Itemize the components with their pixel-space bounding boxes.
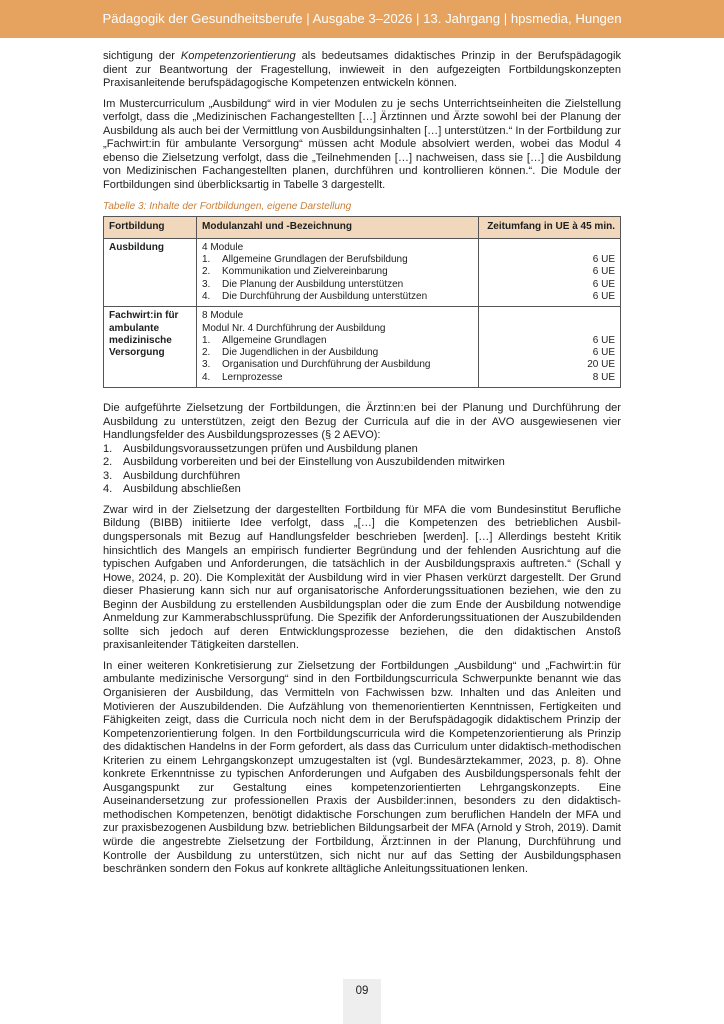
module-item: 1. Allgemeine Grundlagen der Berufsbildung [202, 254, 408, 266]
cell-modules [197, 307, 479, 388]
paragraph-2: Im Mustercurriculum „Ausbildung“ wird in vier Modulen zu je sechs Unterrichtseinheiten die Zielstellung verfolgt, dass die „Medizinischen Fachangestellten […] Ärztinnen und Ärzte sowohl bei der Planung der Ausbildung als auch bei der Vermittlung von Ausbildungsinhalten […] unterstützen.“ In der Fortbildung zur „Fachwirt:in für ambulante Versorgung“ müssen acht Module absolviert werden, wobei das Modul 4 ebenso die Zielsetzung verfolgt, dass die „Teilnehmenden […] nachweisen, dass sie […] die Ausbildung von Medizinischen Fachangestellten planen, durchführen und kontrollieren können.“. Die Module der Fortbildungen sind überblicksartig in Tabelle 3 dargestellt. [103, 97, 621, 191]
list-item: 3. Ausbildung durchführen [103, 469, 241, 482]
cell-fortbildung-name: Ausbildung [104, 238, 197, 306]
cell-fortbildung-name: Fachwirt:in für ambulante medizinische Versorgung [104, 307, 197, 388]
ue-value: 6 UE [592, 347, 615, 359]
running-header: Pädagogik der Gesundheitsberufe | Ausgabe 3–2026 | 13. Jahrgang | hpsmedia, Hungen [0, 0, 724, 38]
ue-value: 8 UE [592, 371, 615, 383]
list-item: 1. Ausbildungsvoraussetzungen prüfen und Ausbildung planen [103, 442, 418, 455]
module-item: 1. Allgemeine Grundlagen [202, 334, 327, 346]
ue-value: 6 UE [592, 290, 615, 302]
header-module: Modulanzahl und -Bezeichnung [197, 217, 479, 238]
list-item: 4. Ausbildung abschließen [103, 483, 241, 496]
header-fortbildung: Fortbildung [104, 217, 197, 238]
header-zeitumfang: Zeitumfang in UE à 45 min. [479, 217, 621, 238]
cell-zeitumfang [479, 307, 621, 388]
ue-value: 6 UE [592, 254, 615, 266]
module-item: 3. Die Planung der Ausbildung unterstützen [202, 278, 404, 290]
page-number: 09 [343, 979, 381, 1024]
ue-value: 6 UE [592, 266, 615, 278]
paragraph-3: Die aufgeführte Zielsetzung der Fortbildungen, die Ärztinn:en bei der Planung und Durchführung der Ausbildung zu unterstützen, zeigt den Bezug der Curricula auf die in der AVO ausgewiesenen vier Handlungsfelder des Ausbildungsprozesses (§ 2 AEVO): [103, 402, 621, 442]
module-subtitle: Modul Nr. 4 Durchführung der Ausbildung [202, 322, 386, 334]
list-item: 2. Ausbildung vorbereiten und bei der Einstellung von Auszubildenden mitwirken [103, 456, 505, 469]
module-item: 4. Die Durchführung der Ausbildung unterstützen [202, 290, 428, 302]
handlungsfelder-list [103, 443, 621, 497]
table-row-ausbildung [104, 238, 621, 306]
emphasis-kompetenzorientierung: Kompetenzorientierung [180, 50, 296, 62]
ue-value: 20 UE [587, 359, 615, 371]
article-body [103, 50, 621, 877]
module-item: 2. Die Jugendlichen in der Ausbildung [202, 347, 379, 359]
paragraph-4: Zwar wird in der Zielsetzung der dargestellten Fortbildung für MFA die vom Bundesinstitut Berufliche Bildung (BIBB) initiierte Idee verfolgt, dass „[…] die Kompetenzen des betrieblichen Ausbildungspersonals mit Bezug auf Handlungsfelder beschrieben [werden]. […] Allerdings besteht Kritik hinsichtlich des Mangels an empirisch fundierter Begründung und der fehlenden Ausrichtung auf die typischen Aufgaben und Anforderungen, die tatsächlich in der Ausbildungspraxis auftreten.“ (Schall y Howe, 2024, p. 20). Die Komplexität der Ausbildung wird in vier Phasen verkürzt dargestellt. Der Grund dieser Phasierung kann sich nur auf organisatorische Anforderungssituationen beziehen, wie den zu Beginn der Ausbildung zu erstellenden Ausbildungsplan oder die zum Ende der Ausbildung notwendige Anmeldung zur Kammerabschlussprüfung. Die Spezifik der Anforderungssituationen der Auszubildenden sollte sich jedoch auf deren Entwicklungsprozesse beziehen, die den didaktischen Anstoß praxisanleitender Tätigkeiten darstellen. [103, 503, 621, 652]
ue-value: 6 UE [592, 334, 615, 346]
table-header-row [104, 217, 621, 238]
table-row-fachwirt [104, 307, 621, 388]
module-item: 3. Organisation und Durchführung der Ausbildung [202, 359, 431, 371]
module-item: 4. Lernprozesse [202, 371, 283, 383]
paragraph-1: sichtigung der Kompetenzorientierung als bedeutsames didaktisches Prinzip in der Berufspädagogik dient zur Beantwortung der Fragestellung, inwieweit in den aufgezeigten Fortbildungskonzepten Praxisanleitende berufspädagogische Kompetenzen entwickeln können. [103, 50, 621, 90]
ue-value: 6 UE [592, 278, 615, 290]
paragraph-5: In einer weiteren Konkretisierung zur Zielsetzung der Fortbildungen „Ausbildung“ und „Fachwirt:in für ambulante medizinische Versorgung“ sind in den Fortbildungscurricula Schwerpunkte benannt wie das Organisieren der Ausbildung, das Vermitteln von Fachwissen bzw. Inhalten und das Anleiten und Motivieren der Auszubildenden. Die Aufzählung von themenorientierten Kenntnissen, Fertigkeiten und Fähigkeiten zeigt, dass die Curricula noch nicht dem in der Berufspädagogik didaktischem Prinzip der Kompetenzorientierung folgen. In den Fortbildungscurricula wird die Kompetenzorientierung als Prinzip des didaktischen Handelns in der Form gefordert, als dass das Curriculum unter didaktisch-methodischen Kriterien zu einem Lehrgangskonzept umzugestalten ist (vgl. Bundesärztekammer, 2023, p. 8). Ohne konkrete Erkenntnisse zu typischen Anforderungen und Aufgaben des Ausbildungspersonals fehlt der Ausgangspunkt zur Gestaltung eines kompetenzorientierten Lehrgangskonzepts. Eine Auseinandersetzung zur professionellen Praxis der Ausbilder:innen, besonders zu den didaktisch-methodischen Kompetenzen, benötigt didaktische Forschungen zum beruflichen Handeln der MFA und zur praxisbezogenen Ausbildung bzw. betrieblichen Bildungsarbeit der MFA (Arnold y Stroh, 2019). Damit würde die angestrebte Zielsetzung der Fortbildung, Ärzt:innen in der Planung, Durchführung und Kontrolle der Ausbildung zu unterstützen, sich nicht nur auf das Setting der Ausbildungsphasen beschränken sondern den Fokus auf konkrete alltägliche Anleitungssituationen lenken. [103, 659, 621, 876]
module-count: 8 Module [202, 310, 244, 322]
module-count: 4 Module [202, 241, 244, 253]
cell-zeitumfang [479, 238, 621, 306]
module-item: 2. Kommunikation und Zielvereinbarung [202, 266, 388, 278]
modules-table [103, 216, 621, 388]
cell-modules [197, 238, 479, 306]
table-caption: Tabelle 3: Inhalte der Fortbildungen, eigene Darstellung [103, 201, 352, 213]
